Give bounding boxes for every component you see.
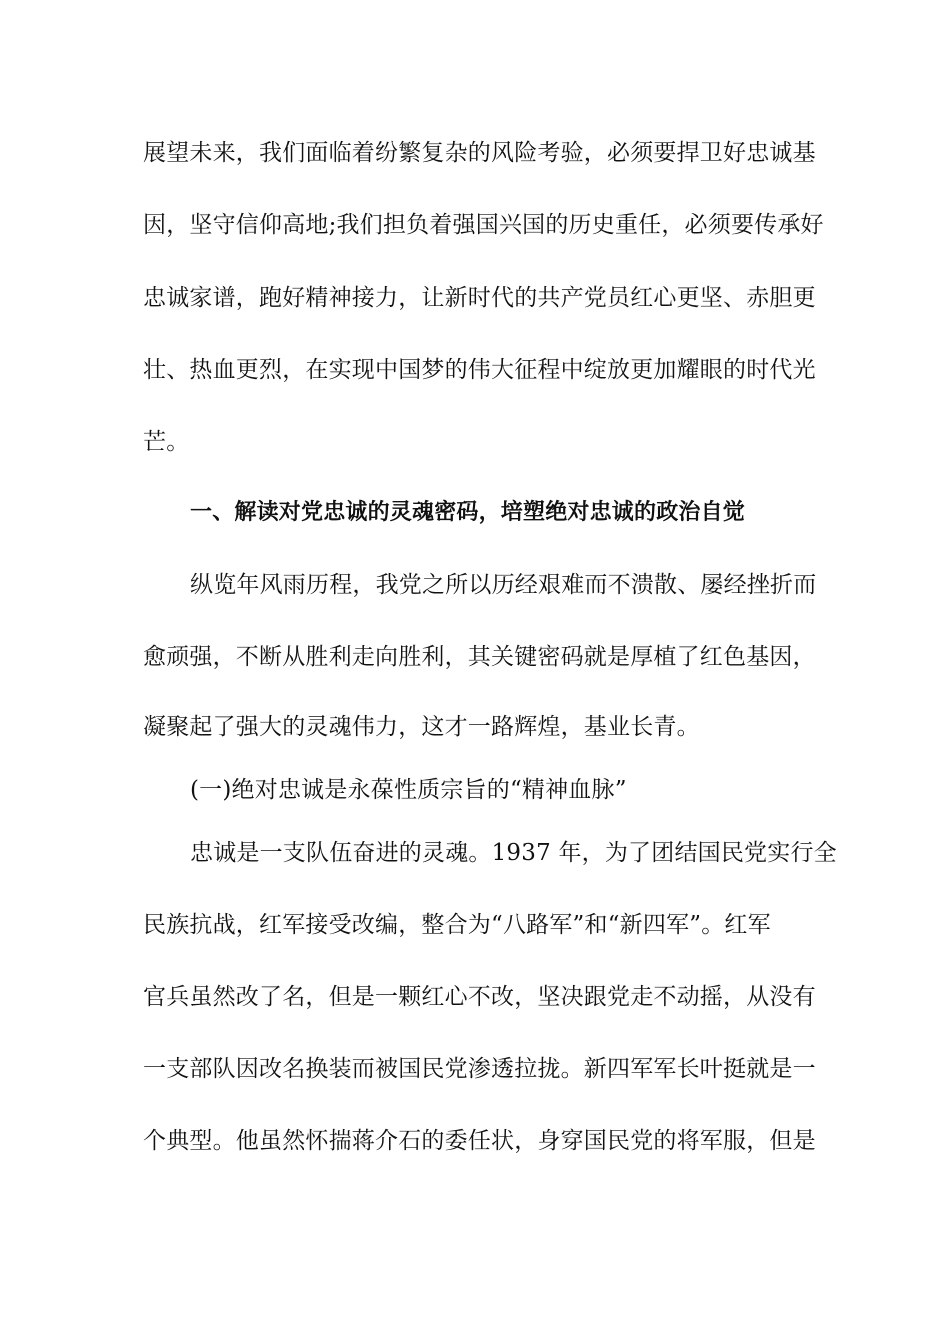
paragraph-line: 壮、热血更烈，在实现中国梦的伟大征程中绽放更加耀眼的时代光 — [143, 357, 816, 383]
section-heading: 一、解读对党忠诚的灵魂密码，培塑绝对忠诚的政治自觉 — [190, 500, 746, 525]
paragraph-line: 凝聚起了强大的灵魂伟力，这才一路辉煌，基业长青。 — [143, 714, 700, 740]
paragraph-line: 愈顽强，不断从胜利走向胜利，其关键密码就是厚植了红色基因， — [143, 644, 816, 670]
paragraph-line: 官兵虽然改了名，但是一颗红心不改，坚决跟党走不动摇，从没有 — [143, 984, 816, 1010]
paragraph-line: 忠诚家谱，跑好精神接力，让新时代的共产党员红心更坚、赤胆更 — [143, 285, 816, 311]
paragraph-line: 纵览年风雨历程，我党之所以历经艰难而不溃散、屡经挫折而 — [190, 572, 817, 598]
paragraph-line: 芒。 — [143, 429, 190, 455]
paragraph-line: 展望未来，我们面临着纷繁复杂的风险考验，必须要捍卫好忠诚基 — [143, 140, 816, 166]
paragraph-line: 因，坚守信仰高地;我们担负着强国兴国的历史重任，必须要传承好 — [143, 212, 824, 238]
paragraph-line: 民族抗战，红军接受改编，整合为“八路军”和“新四军”。红军 — [143, 912, 771, 938]
paragraph-line: 个典型。他虽然怀揣蒋介石的委任状，身穿国民党的将军服，但是 — [143, 1128, 816, 1154]
subsection-heading: (一)绝对忠诚是永葆性质宗旨的“精神血脉” — [190, 777, 627, 803]
paragraph-line: 一支部队因改名换装而被国民党渗透拉拢。新四军军长叶挺就是一 — [143, 1056, 816, 1082]
paragraph-line: 忠诚是一支队伍奋进的灵魂。1937 年，为了团结国民党实行全 — [190, 840, 837, 866]
